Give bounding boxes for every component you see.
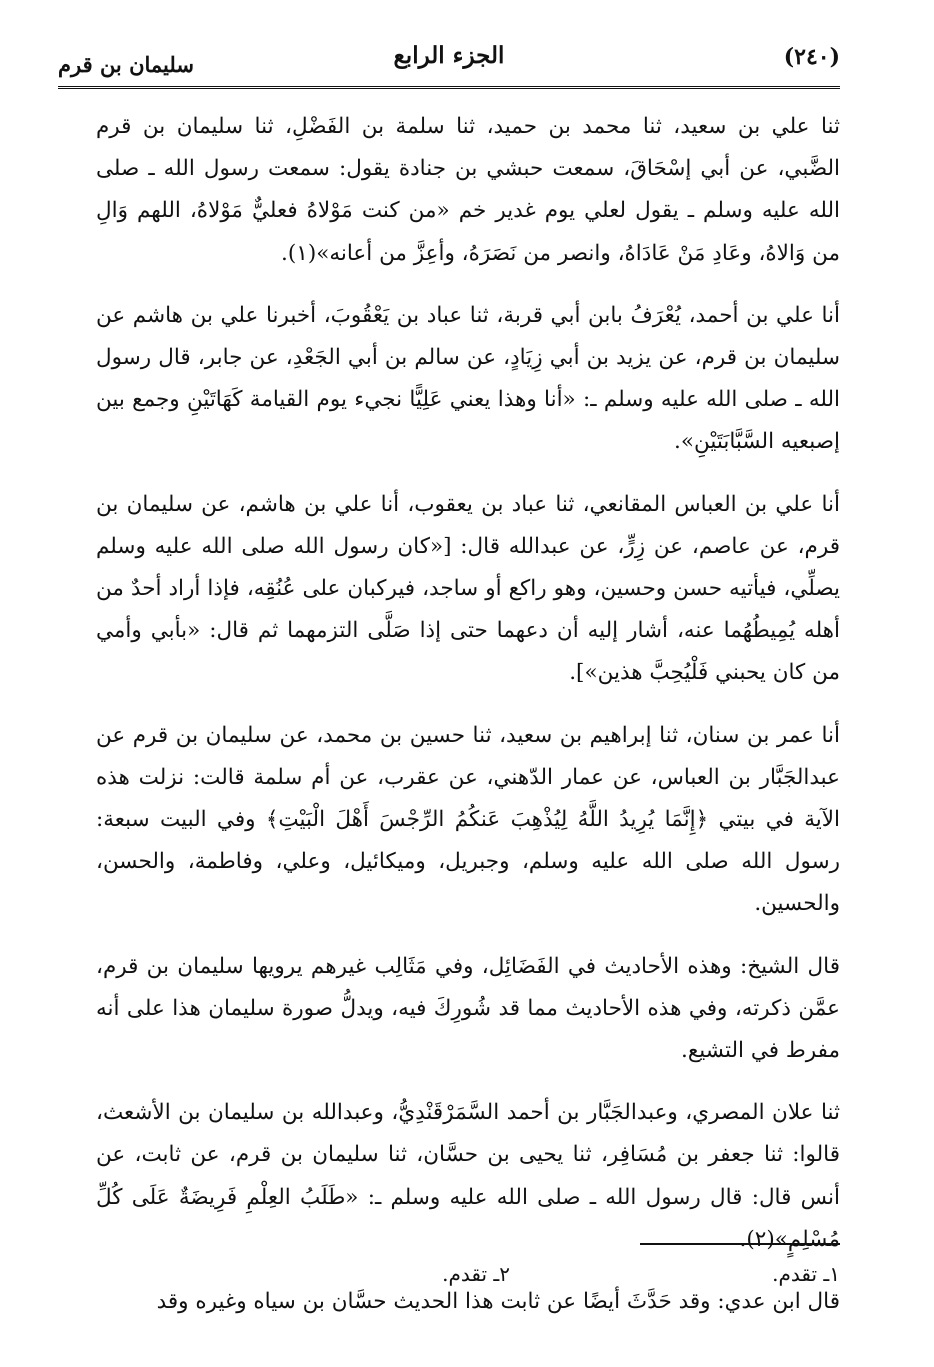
paragraph-2: أنا علي بن أحمد، يُعْرَفُ بابن أبي قربة، ثنا عباد بن يَعْقُوبَ، أخبرنا علي بن هاشم عن سليمان بن قرم، عن يزيد بن أبي زِيَادٍ، عن سالم بن أبي الجَعْدِ، عن جابر، قال رسول الله ـ صلى الله عليه وسلم ـ: «أنا وهذا يعني عَلِيًّا نجيء يوم القيامة كَهَاتَيْنِ وجمع بين إصبعيه السَّبَّابَتَيْنِ».: [96, 302, 840, 455]
footnotes: [96, 1262, 840, 1292]
header-rule: [58, 86, 840, 89]
page-number: (٢٤٠): [783, 44, 840, 70]
paragraph-4: أنا عمر بن سنان، ثنا إبراهيم بن سعيد، ثنا حسين بن محمد، عن سليمان بن قرم عن عبدالجَبَّار بن العباس، عن عمار الدّهني، عن عقرب، عن أم سلمة قالت: نزلت هذه الآية في بيتي ﴿إِنَّمَا يُرِيدُ اللَّهُ لِيُذْهِبَ عَنكُمُ الرِّجْسَ أَهْلَ الْبَيْتِ﴾ وفي البيت سبعة: رسول الله صلى الله عليه وسلم، وجبريل، وميكائيل، وعلي، وفاطمة، والحسن، والحسين.: [96, 722, 840, 917]
page-body: [96, 106, 840, 1343]
paragraph-3: أنا علي بن العباس المقانعي، ثنا عباد بن يعقوب، أنا علي بن هاشم، عن سليمان بن قرم، عن عاصم، عن زِرٍّ، عن عبدالله قال: [«كان رسول الله صلى الله عليه وسلم يصلِّي، فيأتيه حسن وحسين، وهو راكع أو ساجد، فيركبان على عُنُقِه، فإذا أراد أحدٌ من أهله يُمِيطُهُما عنه، أشار إليه أن دعهما حتى إذا صَلَّى التزمهما ثم قال: «بأبي وأمي من كان يحبني فَلْيُحِبَّ هذين»].: [96, 491, 840, 686]
footnote-rule: [640, 1243, 840, 1245]
running-head: سليمان بن قرم: [58, 52, 194, 77]
page-header: [58, 40, 840, 86]
footnote-2: ٢ـ تقدم.: [442, 1262, 510, 1286]
paragraph-6: ثنا علان المصري، وعبدالجَبَّار بن أحمد السَّمَرْقَنْدِيُّ، وعبدالله بن سليمان بن الأشعث، قالوا: ثنا جعفر بن مُسَافِر، ثنا يحيى بن حسَّان، ثنا سليمان بن قرم، عن ثابت، عن أنس قال: قال رسول الله ـ صلى الله عليه وسلم ـ: «طَلَبُ العِلْمِ فَرِيضَةٌ عَلَى كُلِّ مُسْلِمٍ»(٢).: [96, 1100, 840, 1252]
volume-title: الجزء الرابع: [393, 42, 505, 69]
footnote-1: ١ـ تقدم.: [772, 1262, 840, 1286]
paragraph-1: ثنا علي بن سعيد، ثنا محمد بن حميد، ثنا سلمة بن الفَضْلِ، ثنا سليمان بن قرم الضَّبي، عن أبي إسْحَاقَ، سمعت حبشي بن جنادة يقول: سمعت رسول الله ـ صلى الله عليه وسلم ـ يقول لعلي يوم غدير خم «من كنت مَوْلاهُ فعليٌّ مَوْلاهُ، اللهم وَالِ من وَالاهُ، وعَادِ مَنْ عَادَاهُ، وانصر من نَصَرَهُ، وأعِزَّ من أعانه»(١).: [96, 114, 840, 266]
paragraph-7: قال ابن عدي: وقد حَدَّثَ أيضًا عن ثابت هذا الحديث حسَّان بن سياه وغيره وقد: [156, 1289, 840, 1315]
paragraph-5: قال الشيخ: وهذه الأحاديث في الفَضَائِل، وفي مَثَالِب غيرهم يرويها سليمان بن قرم، عمَّن ذكرته، وفي هذه الأحاديث مما قد شُورِكَ فيه، ويدلُّ صورة سليمان هذا على أنه مفرط في التشيع.: [96, 953, 840, 1064]
